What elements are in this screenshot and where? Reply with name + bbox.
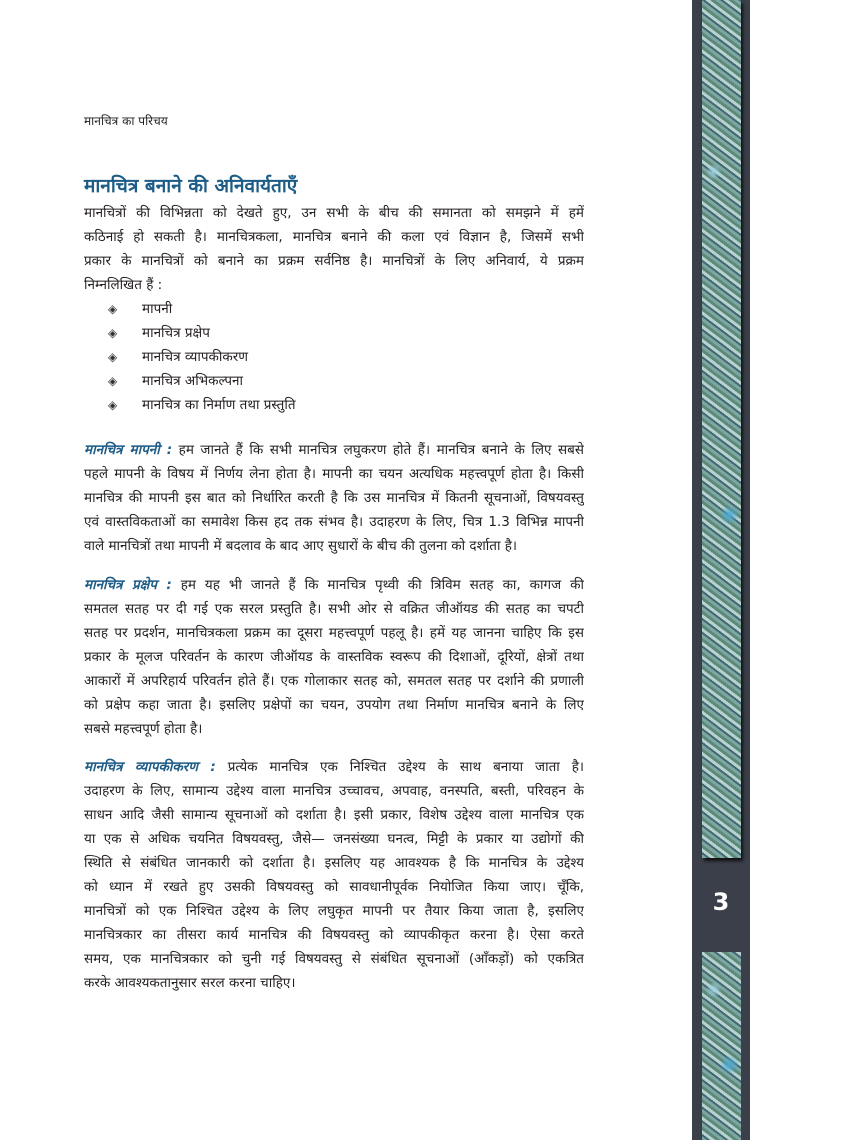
list-item-text: मानचित्र प्रक्षेप	[142, 325, 210, 341]
text-line: को प्रक्षेप कहा जाता है। इसलिए प्रक्षेपों का चयन, उपयोग तथा निर्माण मानचित्र बनाने के लिए	[84, 697, 584, 713]
list-item-text: मानचित्र का निर्माण तथा प्रस्तुति	[142, 397, 296, 413]
text-line: मानचित्र की मापनी इस बात को निर्धारित करती है कि उस मानचित्र में कितनी सूचनाओं, विषयवस्तु	[84, 490, 584, 506]
list-item	[108, 321, 296, 345]
paragraph-lead: मानचित्र प्रक्षेप :	[84, 577, 172, 593]
text-line: करके आवश्यकतानुसार सरल करना चाहिए।	[84, 975, 296, 991]
scale-paragraph	[84, 438, 584, 558]
text-line: प्रकार के मूलज परिवर्तन के कारण जीऑयड के वास्तविक स्वरूप की दिशाओं, दूरियों, क्षेत्रों तथा	[84, 649, 584, 665]
text-line: को ध्यान में रखते हुए उसकी विषयवस्तु को सावधानीपूर्वक नियोजित किया जाए। चूँकि,	[84, 879, 584, 895]
running-head: मानचित्र का परिचय	[84, 114, 168, 128]
page-number: 3	[712, 888, 730, 916]
satellite-image-strip	[702, 0, 741, 858]
text-line: वाले मानचित्रों तथा मापनी में बदलाव के बाद आए सुधारों के बीच की तुलना को दर्शाता है।	[84, 538, 518, 554]
text-line: पहले मापनी के विषय में निर्णय लेना होता है। मापनी का चयन अत्यधिक महत्त्वपूर्ण होता है। किसी	[84, 466, 584, 482]
intro-paragraph	[84, 201, 584, 297]
diamond-bullet-icon: ◈	[108, 374, 118, 388]
text-line: उदाहरण के लिए, सामान्य उद्देश्य वाला मानचित्र उच्चावच, अपवाह, वनस्पति, बस्ती, परिवहन के	[84, 783, 584, 799]
paragraph-lead: मानचित्र मापनी :	[84, 442, 173, 458]
text-line: समतल सतह पर दी गई एक सरल प्रस्तुति है। सभी ओर से वक्रित जीऑयड की सतह का चपटी	[84, 601, 584, 617]
text-line: कठिनाई हो सकती है। मानचित्रकला, मानचित्र बनाने की कला एवं विज्ञान है, जिसमें सभी	[84, 229, 584, 245]
text-line: प्रत्येक मानचित्र एक निश्चित उद्देश्य के साथ बनाया जाता है।	[215, 759, 584, 775]
text-line: मानचित्रों को एक निश्चित उद्देश्य के लिए लघुकृत मापनी पर तैयार किया जाता है, इसलिए	[84, 903, 584, 919]
text-line: हम यह भी जानते हैं कि मानचित्र पृथ्वी की त्रिविम सतह का, कागज की	[171, 577, 584, 593]
list-item	[108, 393, 296, 417]
text-line: आकारों में अपरिहार्य परिवर्तन होते हैं। एक गोलाकार सतह को, समतल सतह पर दर्शाने की प्रणाली	[84, 673, 584, 689]
list-item	[108, 369, 296, 393]
text-line: मानचित्रकार का तीसरा कार्य मानचित्र की विषयवस्तु को व्यापकीकृत करना है। ऐसा करते	[84, 927, 584, 943]
satellite-image-strip	[702, 952, 741, 1140]
text-line: निम्नलिखित हैं :	[84, 277, 163, 293]
text-line: समय, एक मानचित्रकार को चुनी गई विषयवस्तु से संबंधित सूचनाओं (आँकड़ों) को एकत्रित	[84, 951, 584, 967]
diamond-bullet-icon: ◈	[108, 302, 118, 316]
text-line: मानचित्रों की विभिन्नता को देखते हुए, उन सभी के बीच की समानता को समझने में हमें	[84, 205, 584, 221]
diamond-bullet-icon: ◈	[108, 350, 118, 364]
list-item	[108, 345, 296, 369]
diamond-bullet-icon: ◈	[108, 398, 118, 412]
text-line: सतह पर प्रदर्शन, मानचित्रकला प्रक्रम का दूसरा महत्त्वपूर्ण पहलू है। हमें यह जानना चाहिए कि इस	[84, 625, 584, 641]
text-line: स्थिति से संबंधित जानकारी को दर्शाता है। इसलिए यह आवश्यक है कि मानचित्र के उद्देश्य	[84, 855, 584, 871]
paragraph-lead: मानचित्र व्यापकीकरण :	[84, 759, 216, 775]
text-line: प्रकार के मानचित्रों को बनाने का प्रक्रम सर्वनिष्ठ है। मानचित्रों के लिए अनिवार्य, ये प्रक्रम	[84, 253, 584, 269]
text-line: या एक से अधिक चयनित विषयवस्तु, जैसे— जनसंख्या घनत्व, मिट्टी के प्रकार या उद्योगों की	[84, 831, 584, 847]
text-line: हम जानते हैं कि सभी मानचित्र लघुकरण होते हैं। मानचित्र बनाने के लिए सबसे	[172, 442, 584, 458]
projection-paragraph	[84, 573, 584, 741]
text-line: सबसे महत्त्वपूर्ण होता है।	[84, 721, 203, 737]
requirements-list	[108, 297, 296, 417]
list-item	[108, 297, 296, 321]
text-line: एवं वास्तविकताओं का समावेश किस हद तक संभव है। उदाहरण के लिए, चित्र 1.3 विभिन्न मापनी	[84, 514, 584, 530]
list-item-text: मानचित्र अभिकल्पना	[142, 373, 243, 389]
text-line: साधन आदि जैसी सामान्य सूचनाओं को दर्शाता है। इसी प्रकार, विशेष उद्देश्य वाला मानचित्र एक	[84, 807, 584, 823]
list-item-text: मापनी	[142, 301, 173, 317]
section-heading: मानचित्र बनाने की अनिवार्यताएँ	[84, 175, 298, 197]
diamond-bullet-icon: ◈	[108, 326, 118, 340]
generalisation-paragraph	[84, 755, 584, 995]
list-item-text: मानचित्र व्यापकीकरण	[142, 349, 249, 365]
